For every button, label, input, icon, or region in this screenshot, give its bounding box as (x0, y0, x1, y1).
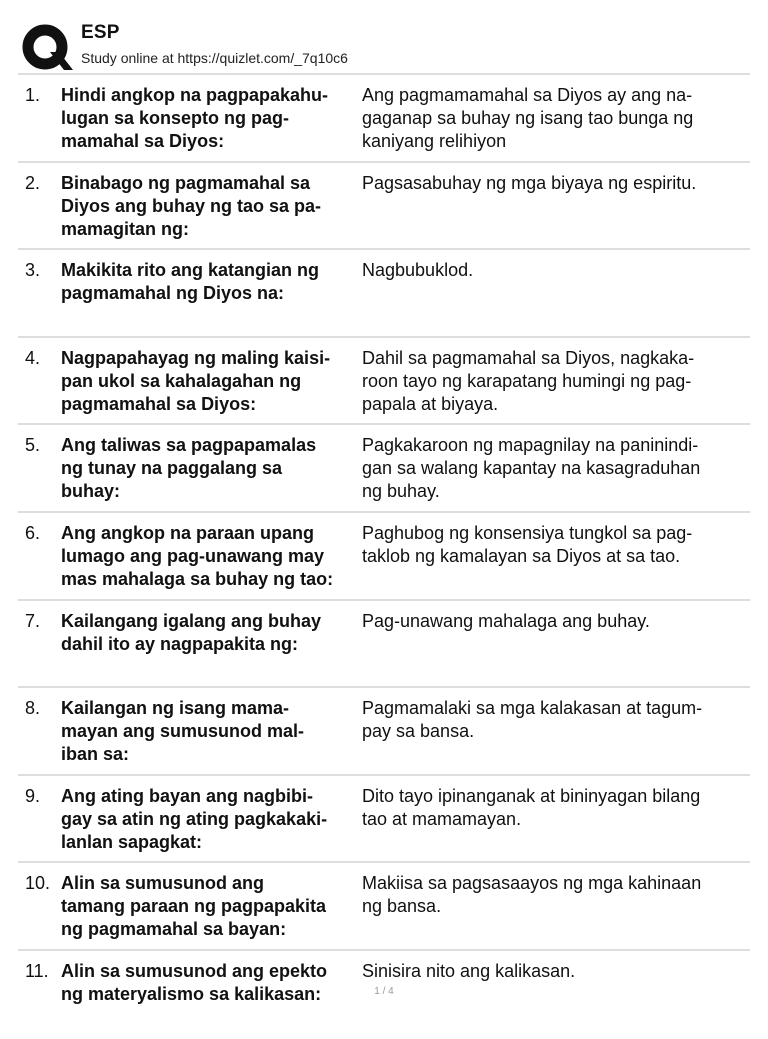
item-number: 7. (25, 610, 41, 631)
list-item (18, 513, 750, 601)
item-number: 3. (25, 260, 41, 281)
list-item (18, 163, 750, 251)
item-term: Ang ating bayan ang nagbibi- gay sa atin ng ating pagkakaki- lanlan sapagkat: (61, 785, 328, 852)
list-item (18, 688, 750, 776)
item-definition: Pagmamalaki sa mga kalakasan at tagum- pay sa bansa. (362, 698, 703, 742)
item-number: 6. (25, 522, 41, 543)
item-number: 9. (25, 785, 41, 806)
list-item (18, 425, 750, 513)
item-term: Hindi angkop na pagpapakahu- lugan sa konsepto ng pag- mamahal sa Diyos: (61, 85, 329, 151)
item-term: Kailangang igalang ang buhay dahil ito ay nagpapakita ng: (61, 610, 322, 654)
list-item (18, 250, 750, 338)
item-definition: Pagkakaroon ng mapagnilay na paninindi- gan sa walang kapantay na kasagraduhan ng buhay. (362, 435, 701, 502)
item-term: Makikita rito ang katangian ng pagmamahal ng Diyos na: (61, 260, 320, 304)
list-item (18, 601, 750, 689)
item-definition: Pag-unawang mahalaga ang buhay. (362, 610, 650, 631)
item-term: Alin sa sumusunod ang epekto ng materyalismo sa kalikasan: (61, 960, 328, 1004)
item-number: 1. (25, 85, 41, 105)
flashcard-list (18, 73, 750, 1039)
list-item (18, 863, 750, 951)
item-definition: Pagsasabuhay ng mga biyaya ng espiritu. (362, 172, 697, 193)
item-definition: Ang pagmamamahal sa Diyos ay ang na- gaganap sa buhay ng isang tao bunga ng kaniyang relihiyon (362, 85, 694, 151)
item-term: Binabago ng pagmamahal sa Diyos ang buhay ng tao sa pa- mamagitan ng: (61, 172, 322, 239)
page-number: 1 / 4 (374, 986, 394, 997)
item-term: Ang taliwas sa pagpapamalas ng tunay na paggalang sa buhay: (61, 435, 317, 502)
list-item (18, 75, 750, 163)
item-definition: Dahil sa pagmamahal sa Diyos, nagkaka- roon tayo ng karapatang humingi ng pag- papala at biyaya. (362, 347, 695, 414)
item-number: 2. (25, 172, 41, 193)
document-title: ESP (81, 22, 120, 43)
study-link-text: Study online at https://quizlet.com/_7q10c6 (81, 50, 348, 66)
page-header (20, 18, 760, 74)
list-item (18, 776, 750, 864)
item-number: 10. (25, 873, 51, 894)
item-definition: Sinisira nito ang kalikasan. (362, 960, 576, 981)
item-definition: Paghubog ng konsensiya tungkol sa pag- taklob ng kamalayan sa Diyos at sa tao. (362, 522, 693, 566)
item-term: Kailangan ng isang mama- mayan ang sumusunod mal- iban sa: (61, 698, 305, 765)
item-number: 11. (25, 960, 49, 981)
item-term: Nagpapahayag ng maling kaisi- pan ukol sa kahalagahan ng pagmamahal sa Diyos: (61, 347, 331, 414)
list-item (18, 338, 750, 426)
item-number: 5. (25, 435, 41, 456)
item-definition: Dito tayo ipinanganak at bininyagan bilang tao at mamamayan. (362, 785, 701, 829)
item-term: Alin sa sumusunod ang tamang paraan ng pagpapakita ng pagmamahal sa bayan: (61, 873, 327, 940)
item-term: Ang angkop na paraan upang lumago ang pag-unawang may mas mahalaga sa buhay ng tao: (61, 522, 334, 589)
item-number: 8. (25, 698, 41, 719)
item-definition: Nagbubuklod. (362, 260, 474, 281)
quizlet-logo-icon (20, 22, 74, 76)
item-definition: Makiisa sa pagsasaayos ng mga kahinaan ng bansa. (362, 873, 702, 917)
item-number: 4. (25, 347, 41, 368)
